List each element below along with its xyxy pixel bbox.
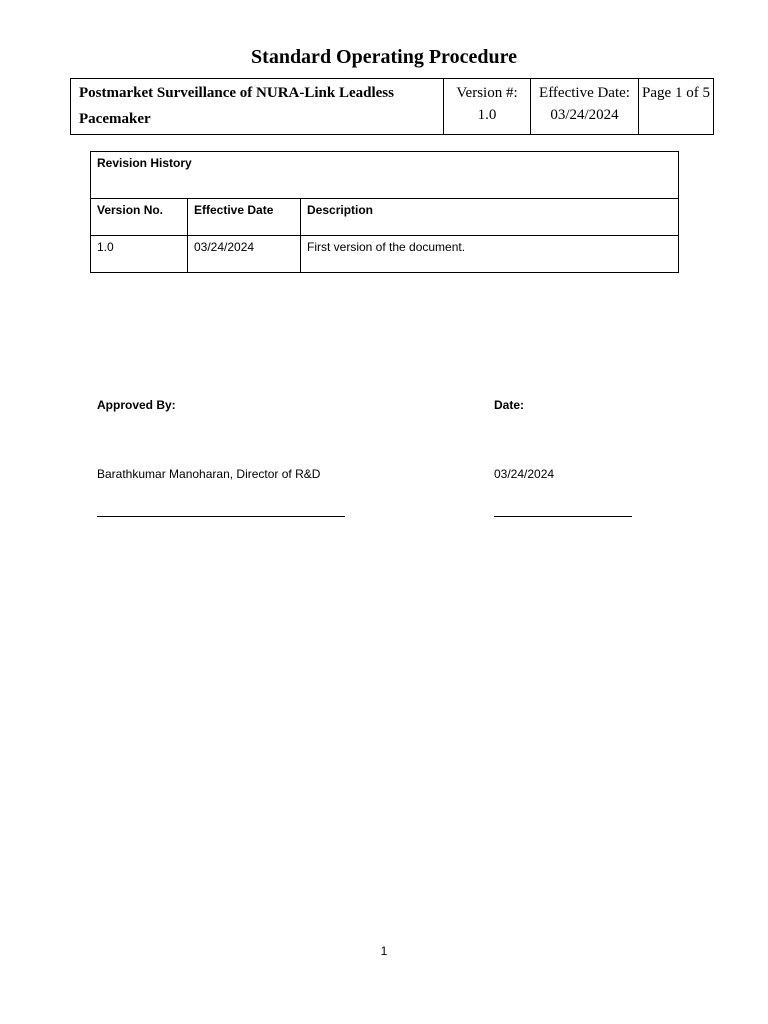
approved-by-label: Approved By:: [97, 398, 176, 412]
table-cell-description: First version of the document.: [301, 236, 679, 273]
table-cell-effective-date: 03/24/2024: [188, 236, 301, 273]
date-signature-line: [494, 516, 632, 517]
column-header-version: Version No.: [91, 199, 188, 236]
page-number: 1: [380, 944, 388, 958]
document-title: Standard Operating Procedure: [251, 46, 517, 68]
table-row: [91, 236, 679, 273]
effective-date-value: 03/24/2024: [550, 107, 619, 123]
effective-date-cell: [531, 79, 639, 135]
date-label: Date:: [494, 398, 525, 412]
column-header-description: Description: [301, 199, 679, 236]
sop-header-table: [70, 78, 714, 135]
table-row: [91, 152, 679, 199]
column-header-effective-date: Effective Date: [188, 199, 301, 236]
table-row: [91, 199, 679, 236]
effective-date-label: Effective Date:: [539, 85, 630, 101]
approval-date: 03/24/2024: [494, 467, 555, 481]
version-label: Version #:: [456, 85, 518, 101]
version-cell: [444, 79, 531, 135]
revision-history-title: Revision History: [91, 152, 679, 199]
version-value: 1.0: [477, 107, 497, 123]
table-cell-version: 1.0: [91, 236, 188, 273]
approver-name: Barathkumar Manoharan, Director of R&D: [97, 467, 321, 481]
approver-signature-line: [97, 516, 345, 517]
sop-subject: Postmarket Surveillance of NURA-Link Leadless Pacemaker: [71, 79, 444, 135]
revision-history-table: [90, 151, 679, 273]
page-info: Page 1 of 5: [639, 79, 714, 135]
